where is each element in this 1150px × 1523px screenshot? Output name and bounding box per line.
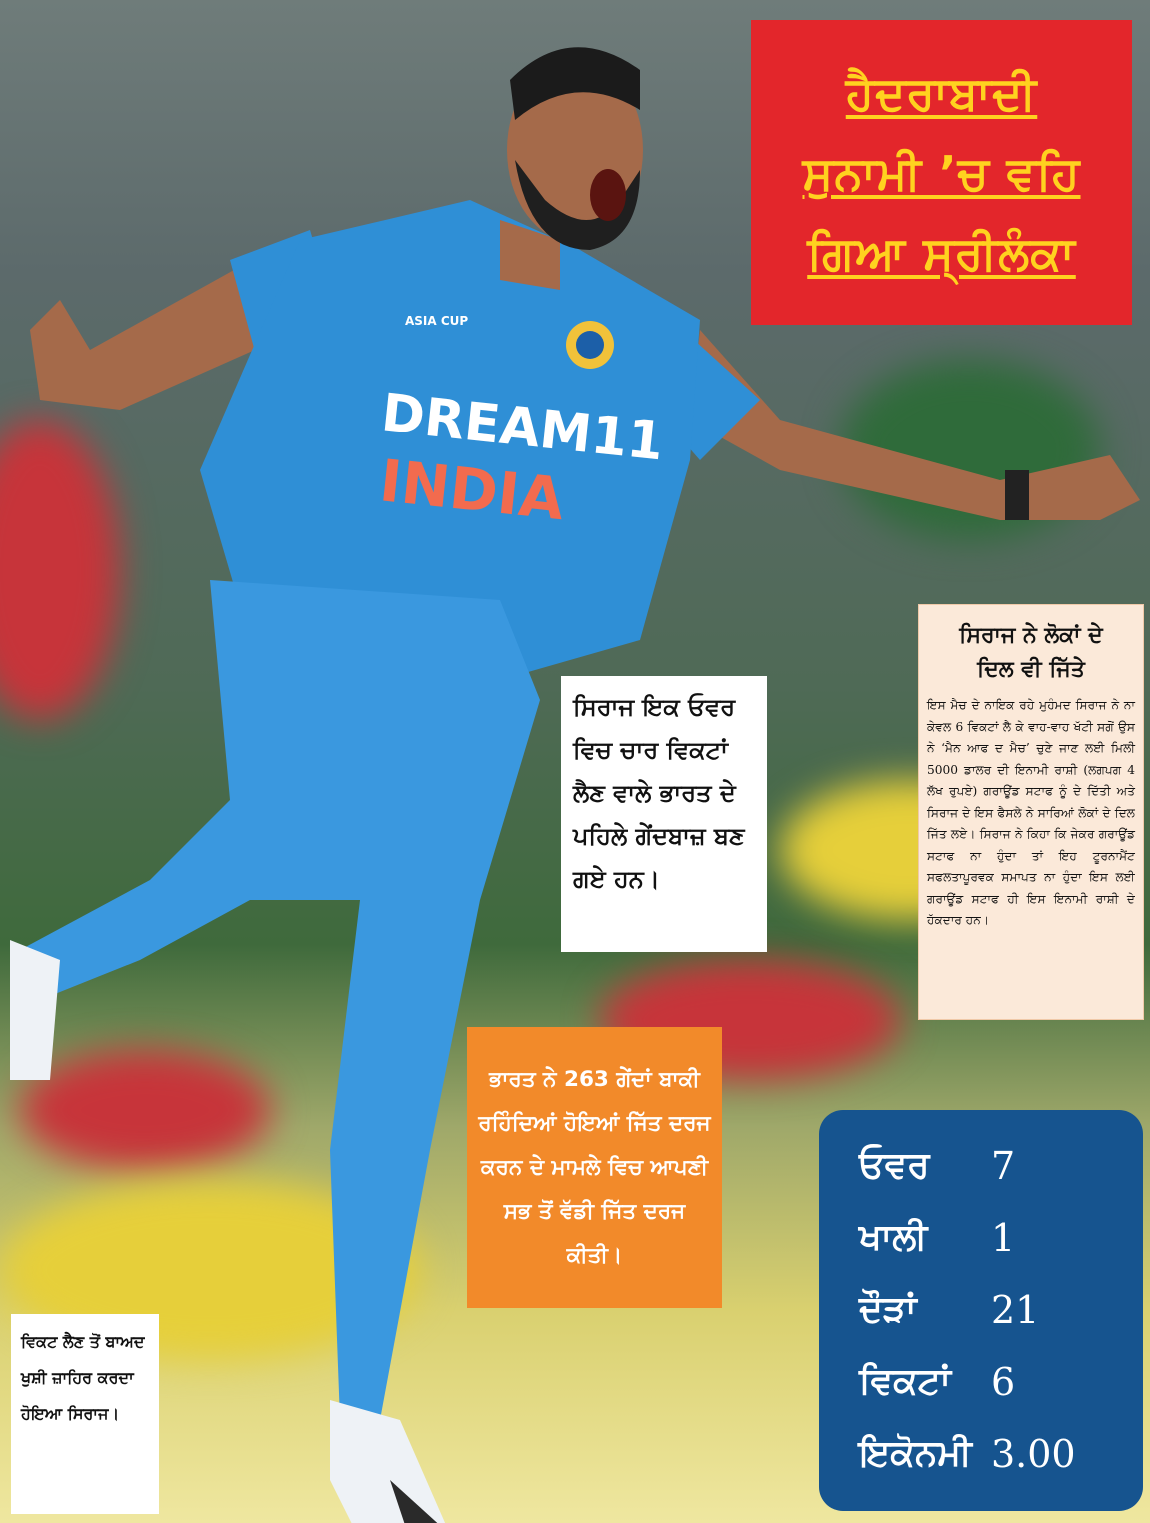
side-story-heading-1: ਸਿਰਾਜ ਨੇ ਲੋਕਾਂ ਦੇ: [959, 623, 1103, 648]
stat-value: 3.00: [991, 1432, 1076, 1476]
side-story: [918, 604, 1144, 1020]
stat-row-wickets: [859, 1346, 1127, 1418]
side-story-heading-2: ਦਿਲ ਵੀ ਜਿੱਤੇ: [977, 657, 1085, 682]
stat-value: 6: [991, 1360, 1016, 1404]
highlight-text: ਭਾਰਤ ਨੇ 263 ਗੇਂਦਾਂ ਬਾਕੀ ਰਹਿੰਦਿਆਂ ਹੋਇਆਂ ਜਿੱਤ ਦਰਜ ਕਰਨ ਦੇ ਮਾਮਲੇ ਵਿਚ ਆਪਣੀ ਸਭ ਤੋਂ ਵੱਡੀ ਜਿੱਤ ਦਰਜ ਕੀਤੀ।: [478, 1066, 711, 1268]
jersey-sponsor: DREAM11: [378, 383, 667, 473]
photo-caption: [11, 1314, 159, 1514]
stat-label: ਵਿਕਟਾਂ: [859, 1361, 951, 1402]
stat-label: ਦੌੜਾਂ: [859, 1289, 917, 1330]
stat-row-maidens: [859, 1202, 1127, 1274]
stat-value: 21: [991, 1288, 1040, 1332]
bowling-stats-box: [819, 1110, 1143, 1511]
headline-line-3: ਗਿਆ ਸ੍ਰੀਲੰਕਾ: [807, 225, 1076, 280]
stat-label: ਓਵਰ: [859, 1145, 930, 1186]
stat-value: 1: [991, 1216, 1016, 1260]
stat-label: ਇਕੋਨਮੀ: [859, 1433, 972, 1474]
photo-caption-text: ਵਿਕਟ ਲੈਣ ਤੋਂ ਬਾਅਦ ਖੁਸ਼ੀ ਜ਼ਾਹਿਰ ਕਰਦਾ ਹੋਇਆ ਸਿਰਾਜ।: [21, 1332, 145, 1423]
jersey-event-mark: ASIA CUP: [405, 314, 469, 328]
jersey-country: INDIA: [376, 446, 568, 534]
quote-text: ਸਿਰਾਜ ਇਕ ਓਵਰ ਵਿਚ ਚਾਰ ਵਿਕਟਾਂ ਲੈਣ ਵਾਲੇ ਭਾਰਤ ਦੇ ਪਹਿਲੇ ਗੇਂਦਬਾਜ਼ ਬਣ ਗਏ ਹਨ।: [573, 693, 745, 893]
headline-line-2: ਸੁਨਾਮੀ ’ਚ ਵਹਿ: [802, 145, 1081, 200]
quote-box: [561, 676, 767, 952]
stat-value: 7: [991, 1144, 1016, 1188]
stat-row-runs: [859, 1274, 1127, 1346]
side-story-body: ਇਸ ਮੈਚ ਦੇ ਨਾਇਕ ਰਹੇ ਮੁਹੰਮਦ ਸਿਰਾਜ ਨੇ ਨਾ ਕੇਵਲ 6 ਵਿਕਟਾਂ ਲੈ ਕੇ ਵਾਹ-ਵਾਹ ਖੱਟੀ ਸਗੋਂ ਉਸ ਨੇ ‘ਮੈਨ ਆਫ ਦ ਮੈਚ’ ਚੁਣੇ ਜਾਣ ਲਈ ਮਿਲੀ 5000 ਡਾਲਰ ਦੀ ਇਨਾਮੀ ਰਾਸ਼ੀ (ਲਗਪਗ 4 ਲੱਖ ਰੁਪਏ) ਗਰਾਊਂਡ ਸਟਾਫ ਨੂੰ ਦੇ ਦਿੱਤੀ ਅਤੇ ਸਿਰਾਜ ਦੇ ਇਸ ਫੈਸਲੇ ਨੇ ਸਾਰਿਆਂ ਲੋਕਾਂ ਦੇ ਦਿਲ ਜਿੱਤ ਲਏ। ਸਿਰਾਜ ਨੇ ਕਿਹਾ ਕਿ ਜੇਕਰ ਗਰਾਊਂਡ ਸਟਾਫ ਨਾ ਹੁੰਦਾ ਤਾਂ ਇਹ ਟੂਰਨਾਮੈਂਟ ਸਫਲਤਾਪੂਰਵਕ ਸਮਾਪਤ ਨਾ ਹੁੰਦਾ ਇਸ ਲਈ ਗਰਾਊਂਡ ਸਟਾਫ ਹੀ ਇਸ ਇਨਾਮੀ ਰਾਸ਼ੀ ਦੇ ਹੱਕਦਾਰ ਹਨ।: [927, 698, 1135, 927]
headline-box: [751, 20, 1132, 325]
highlight-box: [467, 1027, 722, 1308]
headline-line-1: ਹੈਦਰਾਬਾਦੀ: [845, 65, 1038, 120]
stat-label: ਖਾਲੀ: [859, 1217, 928, 1258]
stat-row-overs: [859, 1130, 1127, 1202]
stat-row-economy: [859, 1418, 1127, 1490]
